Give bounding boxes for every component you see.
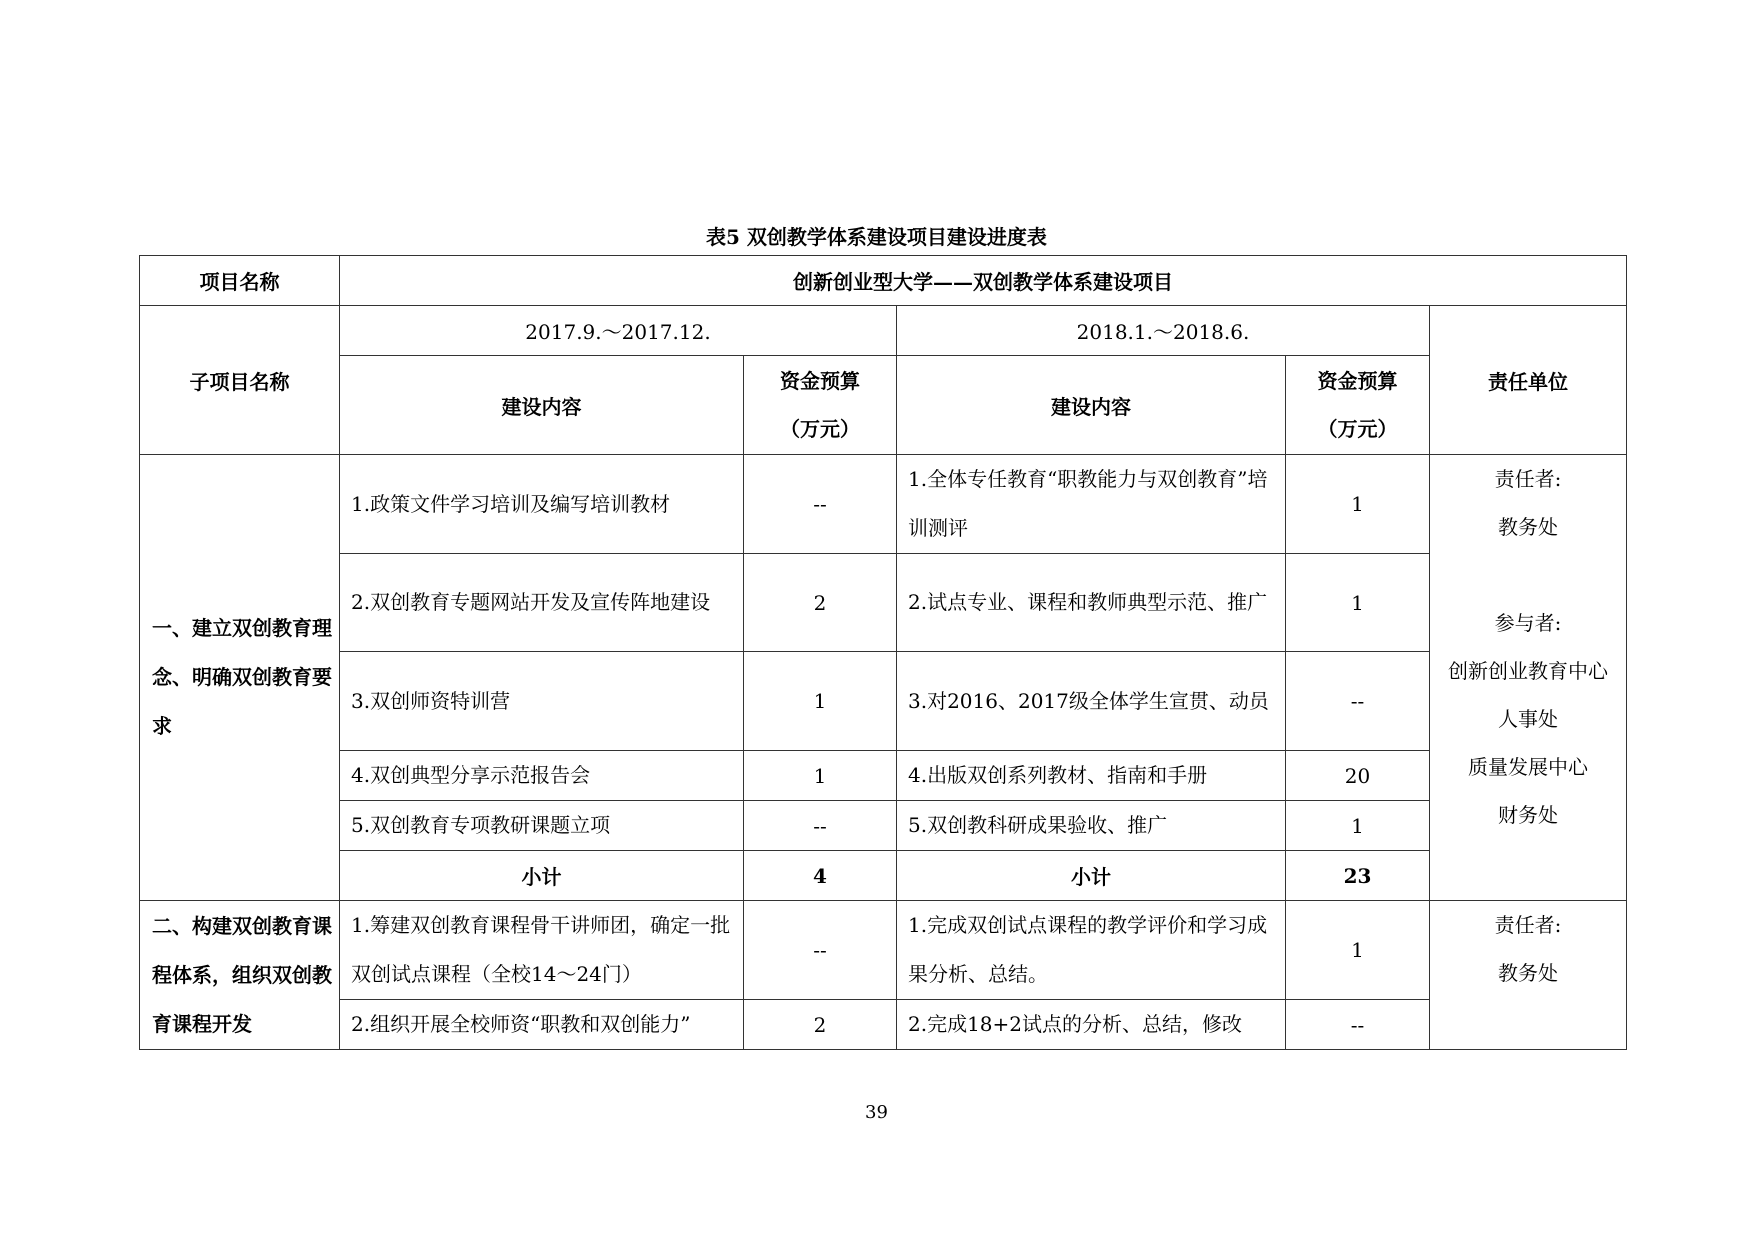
budget-label-line2: （万元）	[1317, 417, 1398, 441]
participant-3: 质量发展中心	[1468, 755, 1589, 779]
section-2-row-2-content-1: 2.组织开展全校师资“职教和双创能力”	[340, 1000, 744, 1050]
table-row	[140, 256, 1627, 306]
participant-1: 创新创业教育中心	[1448, 659, 1609, 683]
section-1-row-2-content-1: 2.双创教育专题网站开发及宣传阵地建设	[340, 554, 744, 652]
subtotal-2-value: 23	[1286, 851, 1430, 901]
table-row	[140, 356, 1627, 455]
section-1-row-4-content-1: 4.双创典型分享示范报告会	[340, 751, 744, 801]
section-1-row-4-budget-1: 1	[744, 751, 897, 801]
table-row	[140, 306, 1627, 356]
table-row	[140, 751, 1627, 801]
section-2-row-1-budget-1: --	[744, 901, 897, 1000]
section-2-row-1-budget-2: 1	[1286, 901, 1430, 1000]
participant-2: 人事处	[1498, 707, 1559, 731]
participant-4: 财务处	[1498, 803, 1559, 827]
table-row	[140, 1000, 1627, 1050]
section-1-row-2-content-2: 2.试点专业、课程和教师典型示范、推广	[897, 554, 1286, 652]
section-2-row-1-content-1: 1.筹建双创教育课程骨干讲师团，确定一批双创试点课程（全校14～24门）	[340, 901, 744, 1000]
section-1-row-1-budget-1: --	[744, 455, 897, 554]
responsible-lead-label: 责任者:	[1494, 913, 1562, 937]
budget-2-label	[1286, 356, 1430, 455]
subproject-name-label: 子项目名称	[140, 306, 340, 455]
section-1-row-3-content-2: 3.对2016、2017级全体学生宣贯、动员	[897, 652, 1286, 751]
section-1-row-5-content-2: 5.双创教科研成果验收、推广	[897, 801, 1286, 851]
subtotal-1-label: 小计	[340, 851, 744, 901]
section-2-responsible	[1430, 901, 1627, 1050]
progress-table	[139, 255, 1627, 1050]
responsible-lead-label: 责任者:	[1494, 467, 1562, 491]
responsible-lead: 教务处	[1498, 515, 1559, 539]
subtotal-1-value: 4	[744, 851, 897, 901]
project-name-label: 项目名称	[140, 256, 340, 306]
content-2-label: 建设内容	[897, 356, 1286, 455]
budget-1-label	[744, 356, 897, 455]
section-2-name: 二、构建双创教育课程体系，组织双创教育课程开发	[140, 901, 340, 1050]
section-1-row-2-budget-1: 2	[744, 554, 897, 652]
table-row	[140, 851, 1627, 901]
section-1-row-3-budget-1: 1	[744, 652, 897, 751]
budget-label-line1: 资金预算	[1317, 369, 1398, 393]
section-2-row-1-content-2: 1.完成双创试点课程的教学评价和学习成果分析、总结。	[897, 901, 1286, 1000]
table-row	[140, 652, 1627, 751]
table-row	[140, 554, 1627, 652]
section-1-name: 一、建立双创教育理念、明确双创教育要求	[140, 455, 340, 901]
budget-label-line1: 资金预算	[780, 369, 860, 393]
section-1-responsible	[1430, 455, 1627, 901]
content-1-label: 建设内容	[340, 356, 744, 455]
period-1-header: 2017.9.～2017.12.	[340, 306, 897, 356]
section-2-row-2-budget-1: 2	[744, 1000, 897, 1050]
table-row	[140, 801, 1627, 851]
budget-label-line2: （万元）	[780, 417, 860, 441]
table-row	[140, 455, 1627, 554]
responsible-participants-label: 参与者:	[1494, 611, 1562, 635]
section-1-row-4-content-2: 4.出版双创系列教材、指南和手册	[897, 751, 1286, 801]
section-1-row-4-budget-2: 20	[1286, 751, 1430, 801]
period-2-header: 2018.1.～2018.6.	[897, 306, 1430, 356]
page-number: 39	[865, 1102, 888, 1123]
responsible-unit-label: 责任单位	[1430, 306, 1627, 455]
section-2-row-2-content-2: 2.完成18+2试点的分析、总结，修改	[897, 1000, 1286, 1050]
responsible-lead: 教务处	[1498, 961, 1559, 985]
section-1-row-1-content-1: 1.政策文件学习培训及编写培训教材	[340, 455, 744, 554]
table-title: 表5 双创教学体系建设项目建设进度表	[706, 225, 1047, 249]
section-1-row-5-budget-2: 1	[1286, 801, 1430, 851]
section-1-row-1-budget-2: 1	[1286, 455, 1430, 554]
subtotal-2-label: 小计	[897, 851, 1286, 901]
section-1-row-3-content-1: 3.双创师资特训营	[340, 652, 744, 751]
section-1-row-5-content-1: 5.双创教育专项教研课题立项	[340, 801, 744, 851]
section-1-row-5-budget-1: --	[744, 801, 897, 851]
project-name-value: 创新创业型大学——双创教学体系建设项目	[340, 256, 1627, 306]
table-row	[140, 901, 1627, 1000]
section-1-row-1-content-2: 1.全体专任教育“职教能力与双创教育”培训测评	[897, 455, 1286, 554]
section-2-row-2-budget-2: --	[1286, 1000, 1430, 1050]
section-1-row-3-budget-2: --	[1286, 652, 1430, 751]
section-1-row-2-budget-2: 1	[1286, 554, 1430, 652]
